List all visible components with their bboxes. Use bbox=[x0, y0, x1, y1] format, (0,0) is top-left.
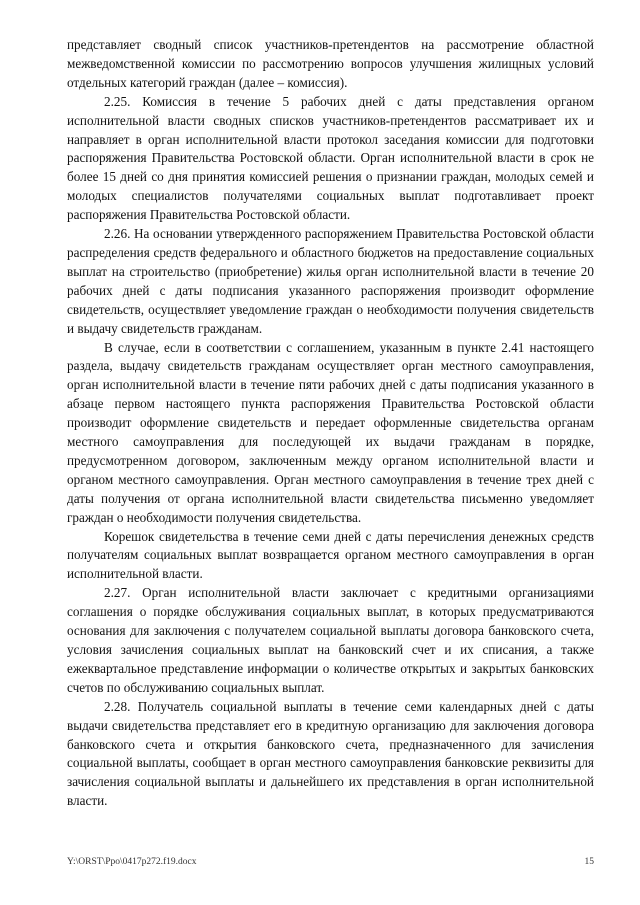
paragraph-2-26-case: В случае, если в соответствии с соглашением, указанным в пункте 2.41 настоящего раздела, выдачу свидетельств гражданам осуществляет орган местного самоуправления, орган исполнительной власти в течение пяти рабочих дней с даты подписания указанного в абзаце первом настоящего пункта распоряжения Правительства Ростовской области производит оформление свидетельств и передает оформленные свидетельства органам местного самоуправления для последующей их выдачи гражданам в порядке, предусмотренном договором, заключенным между органом исполнительной власти и органом местного самоуправления. Орган местного самоуправления в течение трех дней с даты получения от органа исполнительной власти свидетельства письменно уведомляет граждан о необходимости получения свидетельства. bbox=[67, 339, 594, 525]
page-number: 15 bbox=[584, 857, 594, 867]
document-body bbox=[67, 36, 594, 811]
paragraph-2-28: 2.28. Получатель социальной выплаты в течение семи календарных дней с даты выдачи свидетельства представляет его в кредитную организацию для заключения договора банковского счета и открытия банковского счета, предназначенного для зачисления социальной выплаты, сообщает в орган местного самоуправления банковские реквизиты для зачисления социальной выплаты и дальнейшего их представления в орган исполнительной власти. bbox=[67, 698, 594, 809]
paragraph-2-25: 2.25. Комиссия в течение 5 рабочих дней с даты представления органом исполнительной власти сводных списков участников-претендентов рассматривает их и направляет в орган исполнительной власти протокол заседания комиссии для подготовки распоряжения Правительства Ростовской области. Орган исполнительной власти в срок не более 15 дней со дня принятия комиссией решения о признании граждан, молодых семей и молодых специалистов получателями социальных выплат подготавливает проект распоряжения Правительства Ростовской области. bbox=[67, 93, 594, 223]
paragraph-2-26-stub: Корешок свидетельства в течение семи дней с даты перечисления денежных средств получателям социальных выплат возвращается органом местного самоуправления в орган исполнительной власти. bbox=[67, 528, 594, 582]
paragraph-2-26: 2.26. На основании утвержденного распоряжением Правительства Ростовской области распределения средств федерального и областного бюджетов на предоставление социальных выплат на строительство (приобретение) жилья орган исполнительной власти в течение 20 рабочих дней с даты подписания указанного распоряжения производит оформление свидетельств, осуществляет уведомление граждан о необходимости получения свидетельств и выдачу свидетельств гражданам. bbox=[67, 226, 594, 336]
footer-file-path: Y:\ORST\Ppo\0417p272.f19.docx bbox=[67, 857, 197, 867]
paragraph-2-27: 2.27. Орган исполнительной власти заключает с кредитными организациями соглашения о порядке обслуживания социальных выплат, в которых предусматриваются основания для заключения с получателем социальной выплаты договора банковского счета, условия зачисления социальных выплат на банковский счет и их списания, а также ежеквартальное представление информации о количестве открытых и закрытых банковских счетов по обслуживанию социальных выплат. bbox=[67, 585, 594, 695]
paragraph-continuation: представляет сводный список участников-претендентов на рассмотрение областной межведомственной комиссии по рассмотрению вопросов улучшения жилищных условий отдельных категорий граждан (далее – комиссия). bbox=[67, 37, 594, 90]
